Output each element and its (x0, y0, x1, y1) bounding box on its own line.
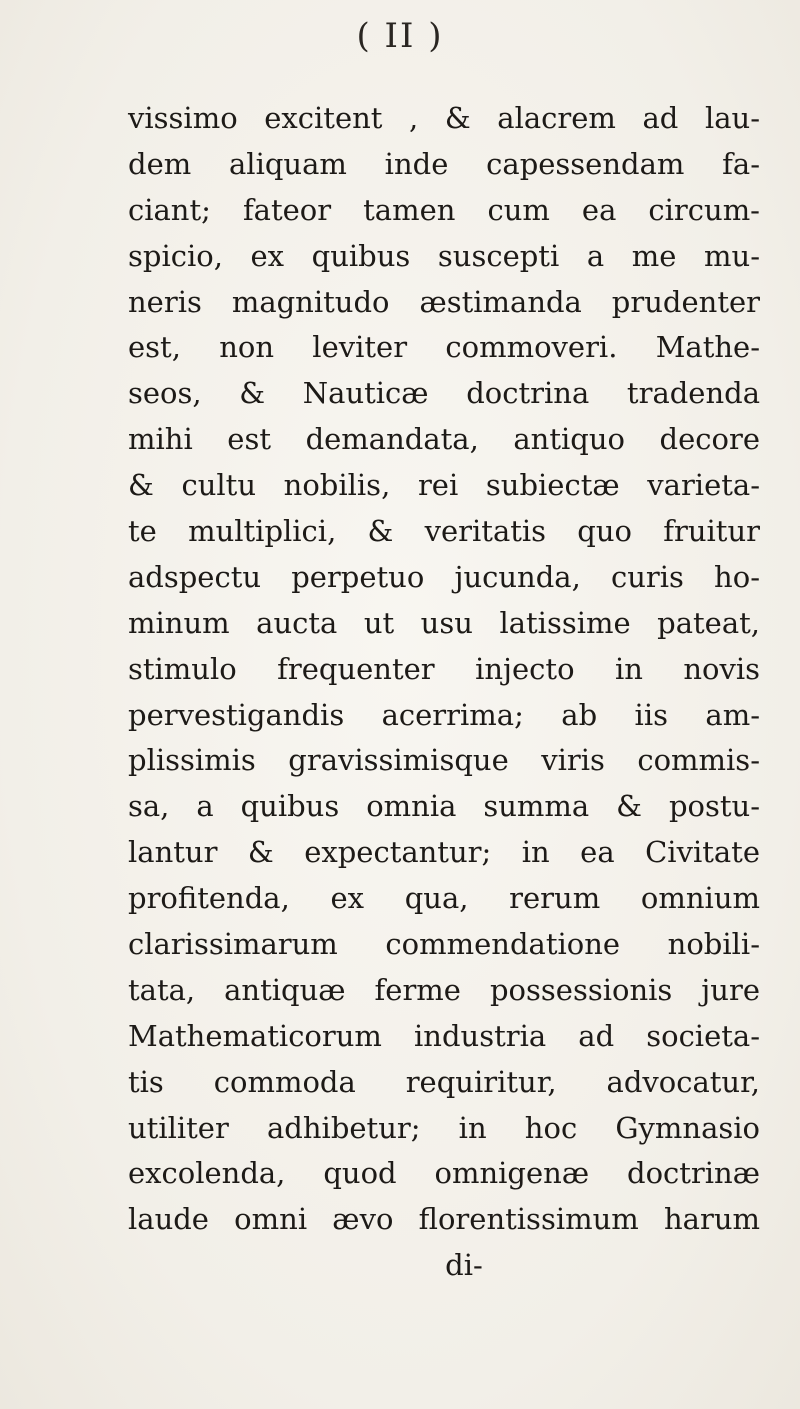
text-line: seos, & Nauticæ doctrina tradenda (128, 376, 760, 411)
text-line: laude omni ævo florentissimum harum (128, 1202, 760, 1237)
text-line: Mathematicorum industria ad societa- (128, 1018, 760, 1053)
text-line: mihi est demandata, antiquo decore (128, 422, 760, 457)
text-line: spicio, ex quibus suscepti a me mu- (128, 238, 760, 273)
text-line: sa, a quibus omnia summa & postu- (128, 789, 760, 824)
text-line: & cultu nobilis, rei subiectæ varieta- (128, 468, 760, 503)
page-number: ( II ) (356, 16, 444, 56)
text-line: est, non leviter commoveri. Mathe- (128, 330, 760, 365)
text-line: pervestigandis acerrima; ab iis am- (128, 697, 760, 732)
catchword: di- (445, 1248, 483, 1283)
text-line: tata, antiquæ ferme possessionis jure (128, 972, 760, 1007)
text-line: plissimis gravissimisque viris commis- (128, 743, 760, 778)
text-line: clarissimarum commendatione nobili- (128, 927, 760, 962)
text-line: stimulo frequenter injecto in novis (128, 651, 760, 686)
text-line: adspectu perpetuo jucunda, curis ho- (128, 559, 760, 594)
text-line: te multiplici, & veritatis quo fruitur (128, 514, 760, 549)
text-line: minum aucta ut usu latissime pateat, (128, 605, 760, 640)
text-line: lantur & expectantur; in ea Civitate (128, 835, 760, 870)
text-line: ciant; fateor tamen cum ea circum- (128, 192, 760, 227)
text-line: excolenda, quod omnigenæ doctrinæ (128, 1156, 760, 1191)
text-line: utiliter adhibetur; in hoc Gymnasio (128, 1110, 760, 1145)
text-line: dem aliquam inde capessendam fa- (128, 146, 760, 181)
text-line: profitenda, ex qua, rerum omnium (128, 881, 760, 916)
text-line: neris magnitudo æstimanda prudenter (128, 284, 760, 319)
body-text (128, 96, 760, 1289)
text-line: vissimo excitent , & alacrem ad lau- (128, 101, 760, 135)
text-line: tis commoda requiritur, advocatur, (128, 1064, 760, 1099)
